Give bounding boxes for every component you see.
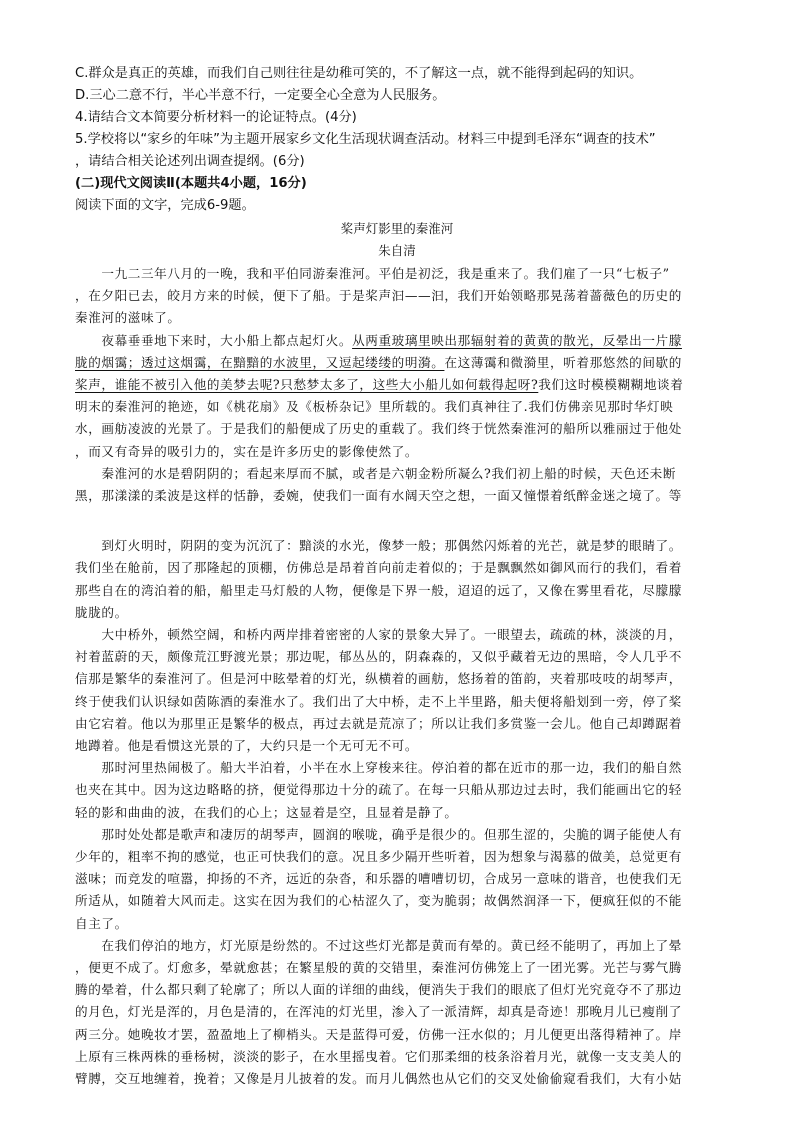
line-text: 黑，那漾漾的柔波是这样的恬静，委婉，使我们一面有水阔天空之想，一面又憧憬着纸醉金迷之境了。等 — [75, 488, 682, 503]
article-line — [75, 1069, 725, 1089]
article-line — [75, 825, 725, 845]
article-line — [75, 486, 725, 506]
article-title: 桨声灯影里的秦淮河 — [340, 221, 454, 236]
line-text: 明末的秦淮河的艳迹，如《桃花扇》及《板桥杂记》里所载的。我们真神往了.我们仿佛亲见那时华灯映 — [75, 399, 674, 415]
article-line — [75, 803, 725, 823]
line-text: 上原有三株两株的垂杨树，淡淡的影子，在水里摇曳着。它们那柔细的枝条浴着月光，就像一支支美人的 — [75, 1048, 682, 1064]
section-instruction: 阅读下面的文字，完成6-9题。 — [75, 198, 255, 213]
article-line — [75, 442, 725, 462]
line-text: 信那是繁华的秦淮河了。但是河中眩晕着的灯光，纵横着的画舫，悠扬着的笛韵，夹着那吱吱的胡琴声， — [75, 671, 682, 687]
article-line — [75, 869, 725, 889]
article-line — [75, 891, 725, 911]
article-line — [75, 914, 725, 934]
article-line — [75, 375, 725, 395]
line-text: 秦淮河的滋味了。 — [75, 310, 181, 326]
article-line — [75, 736, 725, 756]
line-text: 在这薄霭和微漪里，听着那悠然的间歇的 — [444, 354, 682, 370]
underlined-text: 桨声，谁能不被引入他的美梦去呢?只愁梦太多了，这些大小船儿如何载得起呀? — [75, 377, 539, 392]
article-line — [75, 464, 725, 484]
line-text: 那时河里热闹极了。船大半泊着，小半在水上穿梭来往。停泊着的都在近市的那一边，我们的船自然 — [75, 760, 682, 776]
article-line — [75, 397, 725, 417]
article-line — [75, 331, 725, 351]
article-line — [75, 603, 725, 623]
article-line — [75, 353, 725, 373]
line-text: 腾的晕着，什么都只剩了轮廓了；所以人面的详细的曲线，便消失于我们的眼底了但灯光究竟夺不了那边 — [75, 982, 682, 998]
article-line — [75, 669, 725, 689]
question-5-line-1: 5.学校将以“家乡的年味”为主题开展家乡文化生活现状调查活动。材料三中提到毛泽东“调查的技术” — [75, 132, 656, 147]
article-line — [75, 286, 725, 306]
line-text: 地蹲着。他是看惯这光景的了，大约只是一个无可无不可。 — [75, 738, 419, 753]
option-c: C.群众是真正的英雄，而我们自己则往往是幼稚可笑的，不了解这一点，就不能得到起码的知识。 — [75, 66, 643, 81]
line-text: ，便更不成了。灯愈多，晕就愈甚；在繁星般的黄的交错里，秦淮河仿佛笼上了一团光雾。光芒与雾气腾 — [75, 960, 682, 975]
article-line — [75, 692, 725, 712]
underlined-text: 胧的烟霭；透过这烟霭，在黯黯的水波里，又逗起缕缕的明漪。 — [75, 354, 445, 370]
article-line — [75, 780, 725, 800]
line-text: 那时处处都是歌声和凄厉的胡琴声，圆润的喉咙，确乎是很少的。但那生涩的，尖脆的调子能使人有 — [75, 826, 682, 842]
article-line — [75, 958, 725, 978]
article-line — [75, 308, 725, 328]
line-text: 的月色，灯光是浑的，月色是清的，在浑沌的灯光里，渗入了一派清辉，却真是奇迹！那晚月儿已瘦削了 — [75, 1004, 682, 1020]
line-text: 胧胧的。 — [75, 604, 128, 620]
line-text: 我们坐在舱前，因了那隆起的顶棚，仿佛总是昂着首向前走着似的；于是飘飘然如御风而行的我们，看着 — [75, 560, 682, 576]
line-text: 少年的，粗率不拘的感觉，也正可快我们的意。况且多少隔开些听着，因为想象与渴慕的做美，总觉更有 — [75, 849, 682, 864]
line-text: 由它宕着。他以为那里正是繁华的极点，再过去就是荒凉了；所以让我们多赏鉴一会儿。他自己却蹲踞着 — [75, 715, 682, 731]
line-text: 在我们停泊的地方，灯光原是纷然的。不过这些灯光都是黄而有晕的。黄已经不能明了，再加上了晕 — [75, 937, 682, 953]
article-line — [75, 1002, 725, 1022]
article-line — [75, 1047, 725, 1067]
article-author: 朱自清 — [378, 243, 416, 258]
article-line — [75, 1025, 725, 1045]
line-text: 一九二三年八月的一晚，我和平伯同游秦淮河。平伯是初泛，我是重来了。我们雇了一只“七板子” — [75, 266, 670, 281]
article-line — [75, 558, 725, 578]
line-text: 秦淮河的水是碧阴阴的；看起来厚而不腻，或者是六朝金粉所凝么?我们初上船的时候，天色还未断 — [75, 465, 677, 481]
line-text: ，而又有奇异的吸引力的，实在是许多历史的影像使然了。 — [75, 443, 419, 459]
article-line — [75, 264, 725, 284]
line-text: 所适从，如随着大风而走。这实在因为我们的心枯涩久了，变为脆弱；故偶然润泽一下，便疯狂似的不能 — [75, 893, 682, 909]
article-line — [75, 536, 725, 556]
question-4: 4.请结合文本简要分析材料一的论证特点。(4分) — [75, 110, 357, 125]
article-line — [75, 647, 725, 667]
article-line — [75, 625, 725, 645]
article-line — [75, 581, 725, 601]
article-line — [75, 714, 725, 734]
line-text: 大中桥外，顿然空阔，和桥内两岸排着密密的人家的景象大异了。一眼望去，疏疏的林，淡淡的月， — [75, 627, 682, 642]
article-line — [75, 936, 725, 956]
line-text: 轻的影和曲曲的波，在我们的心上；这显着是空，且显着是静了。 — [75, 804, 458, 820]
line-text: 衬着蓝蔚的天，颇像荒江野渡光景；那边呢，郁丛丛的，阴森森的，又似乎藏着无边的黑暗，令人几乎不 — [75, 649, 682, 665]
question-5-line-2: ，请结合相关论述列出调查提纲。(6分) — [75, 154, 305, 169]
line-text: 那些自在的湾泊着的船，船里走马灯般的人物，便像是下界一般，迢迢的远了，又像在雾里看花，尽朦朦 — [75, 582, 682, 598]
line-text: ，在夕阳已去，皎月方来的时候，便下了船。于是桨声汩——汩，我们开始领略那晃荡着蔷薇色的历史的 — [75, 288, 682, 304]
line-text: 臂膊，交互地缠着，挽着；又像是月儿披着的发。而月儿偶然也从它们的交叉处偷偷窥看我们，大有小姑 — [75, 1071, 682, 1086]
line-text: 滋味；而竞发的喧嚣，抑扬的不齐，远近的杂沓，和乐器的嘈嘈切切，合成另一意味的谐音，也使我们无 — [75, 871, 682, 887]
line-text: 夜幕垂垂地下来时，大小船上都点起灯火。 — [75, 332, 353, 348]
underlined-text: 从两重玻璃里映出那辐射着的黄黄的散光，反晕出一片朦 — [352, 332, 682, 348]
line-text: 两三分。她晚妆才罢，盈盈地上了柳梢头。天是蓝得可爱，仿佛一汪水似的；月儿便更出落得精神了。岸 — [75, 1026, 682, 1042]
line-text: 终于使我们认识绿如茵陈酒的秦淮水了。我们出了大中桥，走不上半里路，船夫便将船划到一旁，停了桨 — [75, 693, 682, 709]
article-line — [75, 847, 725, 867]
article-line — [75, 980, 725, 1000]
article-line — [75, 758, 725, 778]
line-text: 到灯火明时，阴阴的变为沉沉了：黯淡的水光，像梦一般；那偶然闪烁着的光芒，就是梦的眼睛了。 — [75, 538, 682, 554]
line-text: 自主了。 — [75, 915, 128, 931]
article-line — [75, 419, 725, 439]
line-text: 也夹在其中。因为这边略略的挤，便觉得那边十分的疏了。在每一只船从那边过去时，我们能画出它的轻 — [75, 782, 682, 798]
line-text: 我们这时模模糊糊地谈着 — [538, 377, 684, 392]
section-heading: (二)现代文阅读Ⅱ(本题共4小题，16分) — [75, 176, 307, 191]
line-text: 水，画舫凌波的光景了。于是我们的船便成了历史的重载了。我们终于恍然秦淮河的船所以雅丽过于他处 — [75, 421, 682, 437]
option-d: D.三心二意不行，半心半意不行，一定要全心全意为人民服务。 — [75, 88, 446, 103]
